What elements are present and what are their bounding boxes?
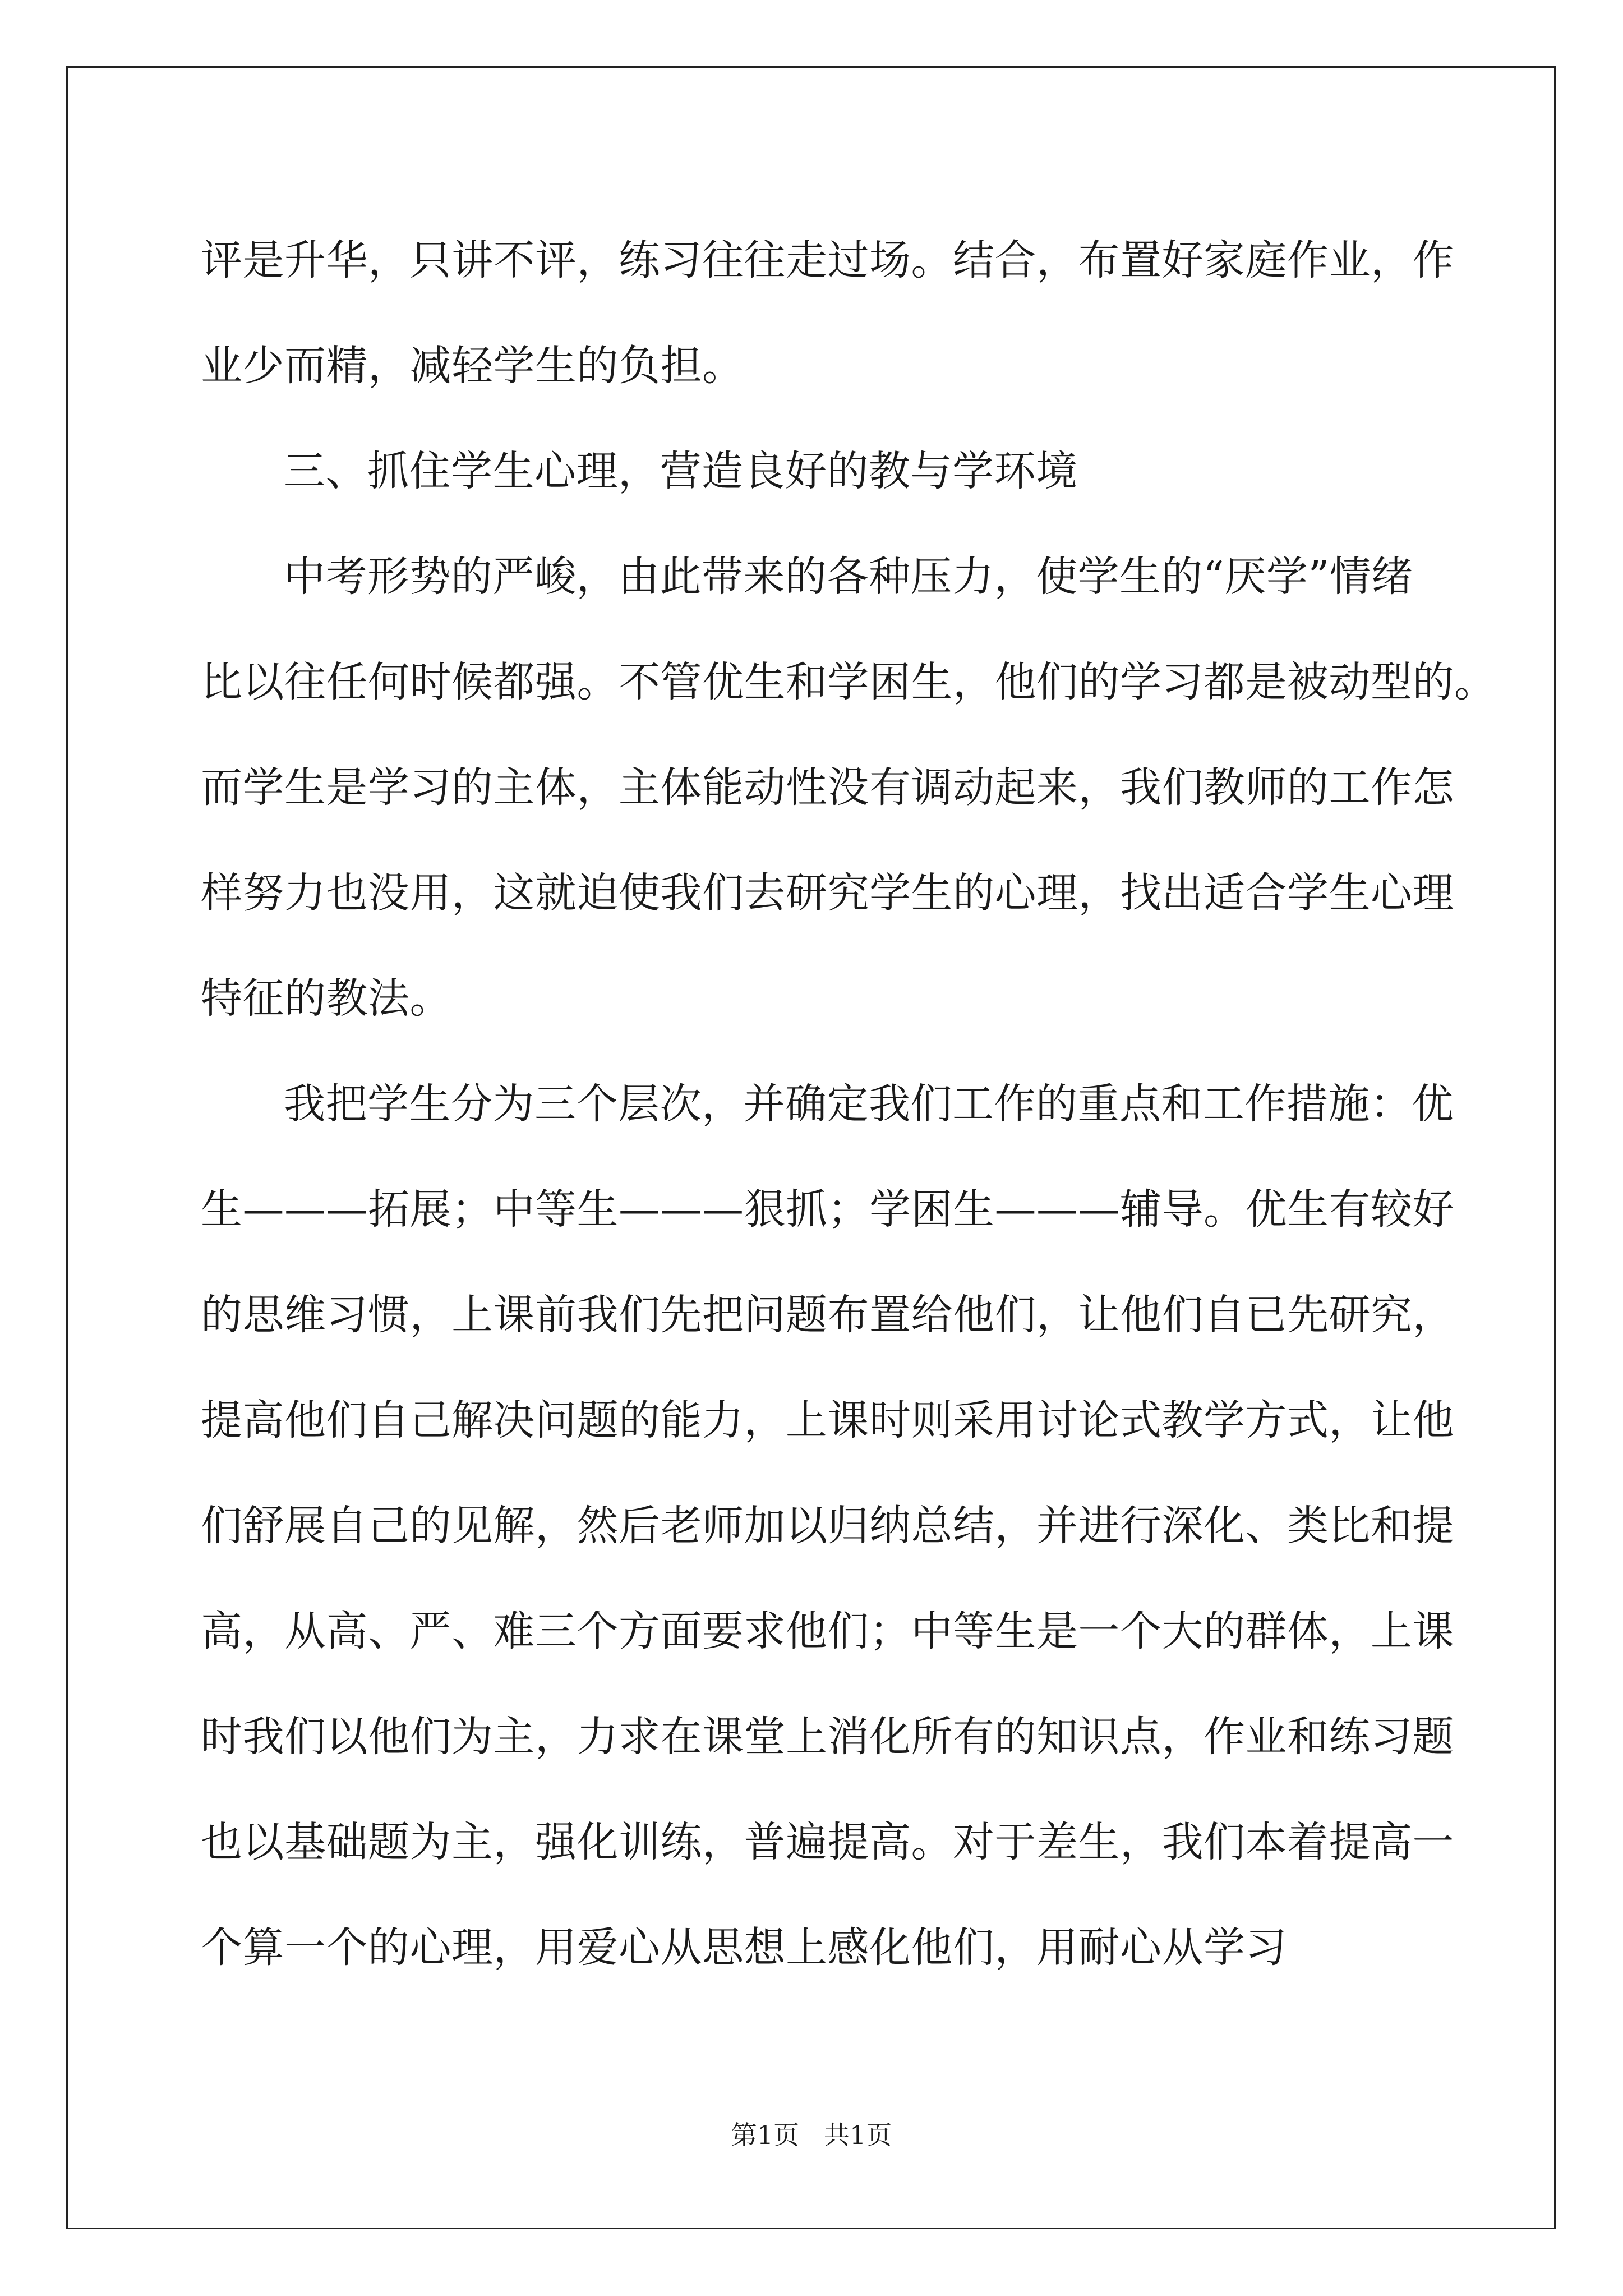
text-line-13: 们舒展自己的见解，然后老师加以归纳总结，并进行深化、类比和提 (201, 1502, 1454, 1550)
text-line-2: 业少而精，减轻学生的负担。 (201, 342, 744, 390)
text-line-7: 样努力也没用，这就迫使我们去研究学生的心理，找出适合学生心理 (201, 869, 1454, 917)
text-line-8: 特征的教法。 (201, 974, 451, 1023)
text-line-12: 提高他们自己解决问题的能力，上课时则采用讨论式教学方式，让他 (201, 1396, 1454, 1444)
section-heading: 三、抓住学生心理，营造良好的教与学环境 (284, 447, 1078, 495)
text-line-6: 而学生是学习的主体，主体能动性没有调动起来，我们教师的工作怎 (201, 763, 1454, 812)
text-line-4: 中考形势的严峻，由此带来的各种压力，使学生的“厌学”情绪 (284, 553, 1413, 601)
text-line-5: 比以往任何时候都强。不管优生和学困生，他们的学习都是被动型的。 (201, 658, 1496, 706)
page-number-current: 第1页 (731, 2120, 799, 2150)
page-number-total: 共1页 (824, 2120, 892, 2150)
page-footer (0, 2115, 1623, 2152)
text-line-16: 也以基础题为主，强化训练，普遍提高。对于差生，我们本着提高一 (201, 1818, 1454, 1866)
text-line-9: 我把学生分为三个层次，并确定我们工作的重点和工作措施：优 (284, 1080, 1454, 1128)
text-line-11: 的思维习惯，上课前我们先把问题布置给他们，让他们自已先研究， (201, 1291, 1454, 1339)
text-line-14: 高，从高、严、难三个方面要求他们；中等生是一个大的群体，上课 (201, 1607, 1454, 1655)
text-line-1: 评是升华，只讲不评，练习往往走过场。结合，布置好家庭作业，作 (201, 236, 1454, 284)
document-body (201, 208, 1496, 2000)
text-line-15: 时我们以他们为主，力求在课堂上消化所有的知识点，作业和练习题 (201, 1713, 1454, 1761)
text-line-10: 生———拓展；中等生———狠抓；学困生———辅导。优生有较好 (201, 1185, 1454, 1234)
text-line-17: 个算一个的心理，用爱心从思想上感化他们，用耐心从学习 (201, 1924, 1287, 1972)
